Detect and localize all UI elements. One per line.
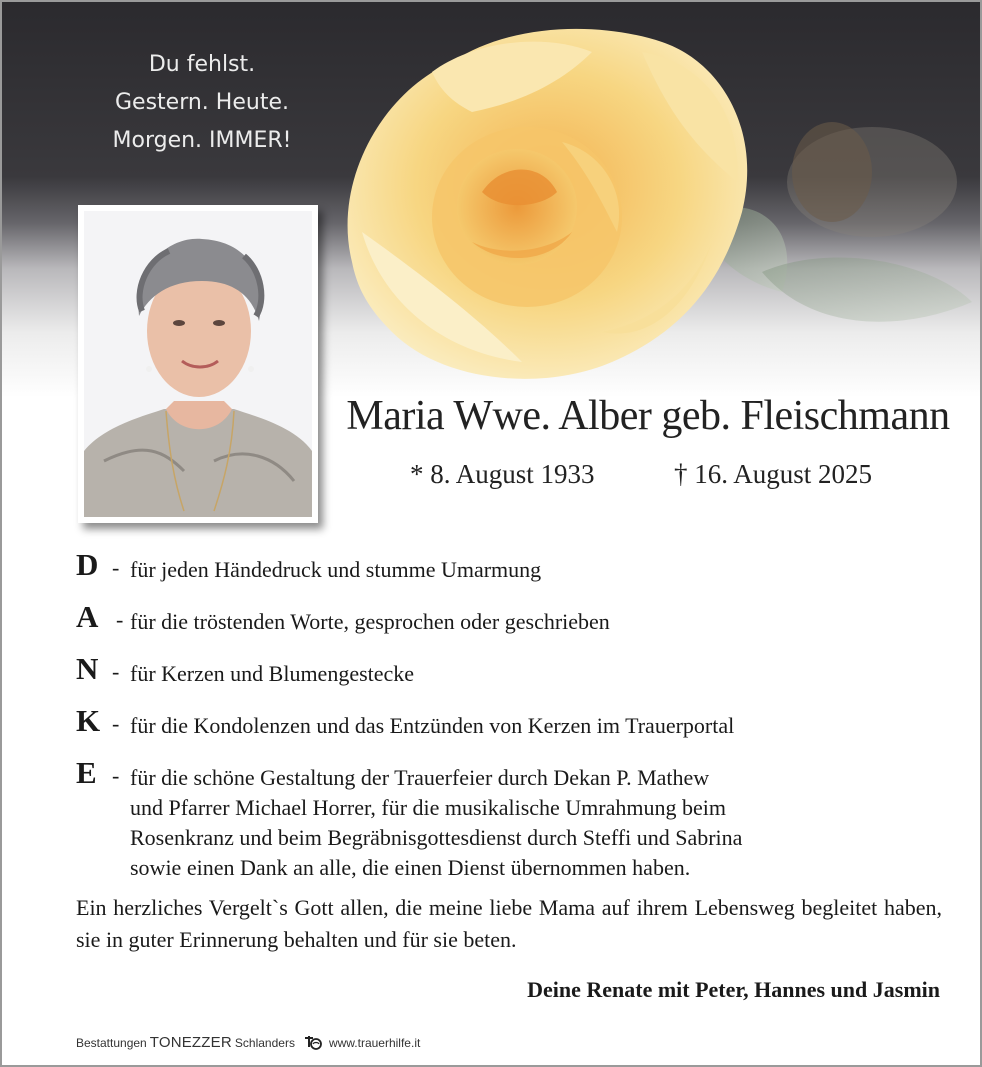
danke-text: für die tröstenden Worte, gesprochen oder geschrieben: [130, 609, 610, 634]
footer-website[interactable]: www.trauerhilfe.it: [328, 1035, 421, 1050]
dash: -: [112, 711, 120, 736]
acrostic-letter: D: [76, 547, 99, 582]
acrostic-letter: K: [76, 703, 101, 738]
dash: -: [112, 555, 120, 580]
footer-prefix: Bestattungen: [76, 1035, 147, 1050]
quote-line: Gestern. Heute.: [115, 90, 289, 115]
acrostic-letter: A: [76, 599, 99, 634]
death-date: † 16. August 2025: [674, 459, 873, 489]
danke-text: für Kerzen und Blumengestecke: [130, 661, 415, 686]
footer-suffix: Schlanders: [234, 1035, 295, 1050]
footer: [76, 1034, 420, 1051]
danke-text-line: für die schöne Gestaltung der Trauerfeier durch Dekan P. Mathew: [130, 765, 710, 790]
closing-text: Ein herzliches Vergelt`s Gott allen, die meine liebe Mama auf ihrem Lebensweg begleitet haben, sie in guter Erinnerung behalten und für sie beten.: [76, 895, 942, 952]
dash: -: [116, 607, 124, 632]
footer-brand: TONEZZER: [149, 1034, 232, 1051]
deceased-name: Maria Wwe. Alber geb. Fleischmann: [346, 393, 950, 439]
quote-line: Du fehlst.: [148, 52, 256, 77]
danke-text-line: Rosenkranz und beim Begräbnisgottesdienst durch Steffi und Sabrina: [130, 825, 743, 850]
danke-text-line: sowie einen Dank an alle, die einen Dienst übernommen haben.: [130, 855, 691, 880]
birth-date: * 8. August 1933: [410, 459, 595, 489]
danke-text-line: und Pfarrer Michael Horrer, für die musikalische Umrahmung beim: [130, 795, 726, 820]
quote-text: [62, 46, 342, 160]
dash: -: [112, 763, 120, 788]
trauerhilfe-logo-icon: [303, 1035, 323, 1051]
portrait-photo: [78, 205, 318, 523]
acrostic-letter: N: [76, 651, 99, 686]
dash: -: [112, 659, 120, 684]
acrostic-letter: E: [76, 755, 97, 790]
portrait-image: [84, 211, 312, 517]
quote-line: Morgen. IMMER!: [112, 128, 292, 153]
danke-text: für jeden Händedruck und stumme Umarmung: [130, 557, 542, 582]
signature: Deine Renate mit Peter, Hannes und Jasmin: [527, 977, 940, 1002]
danke-text: [130, 763, 742, 883]
danke-text: für die Kondolenzen und das Entzünden von Kerzen im Trauerportal: [130, 713, 735, 738]
